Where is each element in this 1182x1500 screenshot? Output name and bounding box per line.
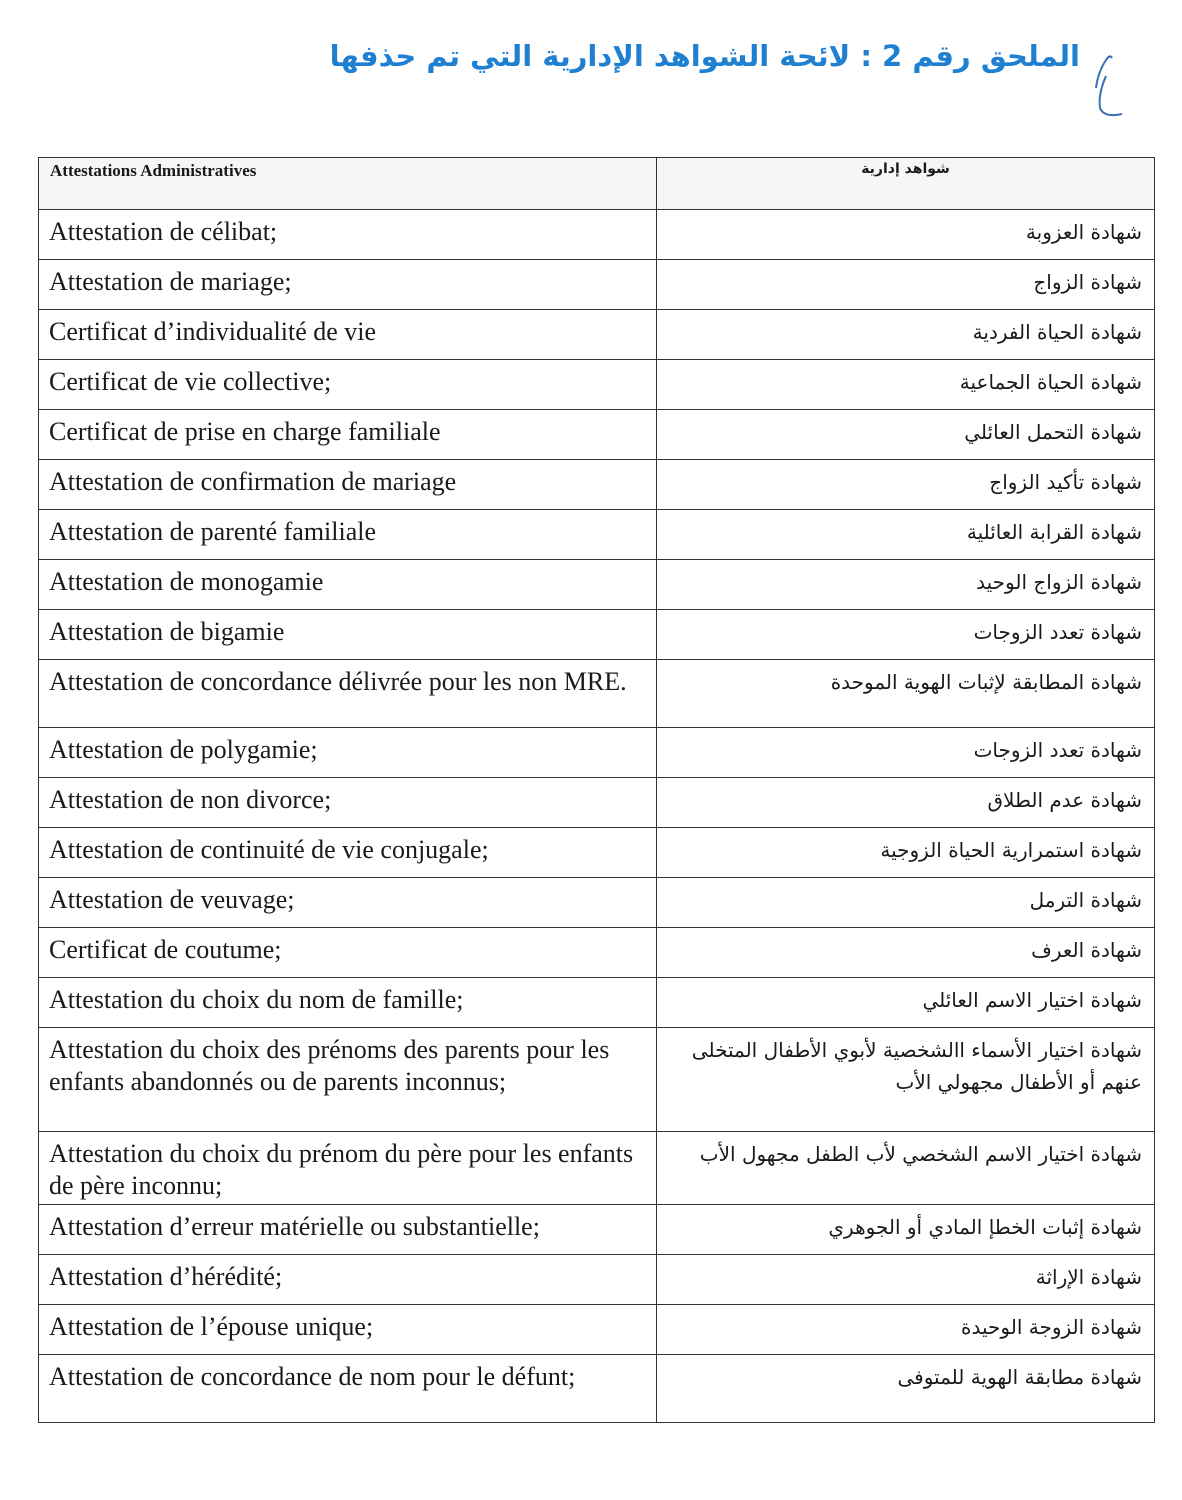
arabic-cell: شهادة الزواج الوحيد xyxy=(657,560,1155,610)
table-header-row xyxy=(39,158,1155,210)
arabic-cell: شهادة التحمل العائلي xyxy=(657,410,1155,460)
table-row xyxy=(39,610,1155,660)
table-row xyxy=(39,1205,1155,1255)
arabic-cell: شهادة تأكيد الزواج xyxy=(657,460,1155,510)
arabic-cell: شهادة استمرارية الحياة الزوجية xyxy=(657,828,1155,878)
table-row xyxy=(39,360,1155,410)
french-cell: Attestation de l’épouse unique; xyxy=(39,1305,657,1355)
table-row xyxy=(39,310,1155,360)
arabic-cell: شهادة اختيار الاسم الشخصي لأب الطفل مجهول الأب xyxy=(657,1132,1155,1205)
table-row xyxy=(39,1132,1155,1205)
french-cell: Certificat d’individualité de vie xyxy=(39,310,657,360)
table-row xyxy=(39,210,1155,260)
french-cell: Attestation du choix du prénom du père pour les enfants de père inconnu; xyxy=(39,1132,657,1205)
table-row xyxy=(39,728,1155,778)
table-row xyxy=(39,410,1155,460)
arabic-cell: شهادة اختيار الأسماء االشخصية لأبوي الأطفال المتخلى عنهم أو الأطفال مجهولي الأب xyxy=(657,1028,1155,1132)
french-cell: Attestation de bigamie xyxy=(39,610,657,660)
french-cell: Attestation du choix du nom de famille; xyxy=(39,978,657,1028)
arabic-cell: شهادة الإراثة xyxy=(657,1255,1155,1305)
arabic-cell: شهادة العرف xyxy=(657,928,1155,978)
french-cell: Attestation de parenté familiale xyxy=(39,510,657,560)
french-cell: Attestation de concordance délivrée pour les non MRE. xyxy=(39,660,657,728)
french-cell: Certificat de vie collective; xyxy=(39,360,657,410)
french-cell: Attestation de continuité de vie conjugale; xyxy=(39,828,657,878)
column-header-arabic: شواهد إدارية xyxy=(657,158,1155,210)
attestations-table xyxy=(38,157,1155,1423)
arabic-cell: شهادة مطابقة الهوية للمتوفى xyxy=(657,1355,1155,1423)
arabic-cell: شهادة عدم الطلاق xyxy=(657,778,1155,828)
arabic-cell: شهادة إثبات الخطإ المادي أو الجوهري xyxy=(657,1205,1155,1255)
page-title: الملحق رقم 2 : لائحة الشواهد الإدارية التي تم حذفها xyxy=(329,39,1080,73)
table-row xyxy=(39,510,1155,560)
table-row xyxy=(39,778,1155,828)
arabic-cell: شهادة الحياة الفردية xyxy=(657,310,1155,360)
french-cell: Attestation de non divorce; xyxy=(39,778,657,828)
table-row xyxy=(39,878,1155,928)
french-cell: Attestation d’erreur matérielle ou substantielle; xyxy=(39,1205,657,1255)
arabic-cell: شهادة القرابة العائلية xyxy=(657,510,1155,560)
arabic-cell: شهادة المطابقة لإثبات الهوية الموحدة xyxy=(657,660,1155,728)
french-cell: Attestation de veuvage; xyxy=(39,878,657,928)
french-cell: Attestation du choix des prénoms des parents pour les enfants abandonnés ou de parents inconnus; xyxy=(39,1028,657,1132)
arabic-cell: شهادة الزوجة الوحيدة xyxy=(657,1305,1155,1355)
arabic-cell: شهادة تعدد الزوجات xyxy=(657,728,1155,778)
table-row xyxy=(39,978,1155,1028)
french-cell: Attestation de monogamie xyxy=(39,560,657,610)
handwritten-pen-mark xyxy=(1092,48,1132,124)
table-row xyxy=(39,560,1155,610)
table-row xyxy=(39,260,1155,310)
french-cell: Attestation d’hérédité; xyxy=(39,1255,657,1305)
arabic-cell: شهادة الترمل xyxy=(657,878,1155,928)
table-row xyxy=(39,1305,1155,1355)
french-cell: Attestation de célibat; xyxy=(39,210,657,260)
arabic-cell: شهادة تعدد الزوجات xyxy=(657,610,1155,660)
table-row xyxy=(39,1028,1155,1132)
french-cell: Certificat de prise en charge familiale xyxy=(39,410,657,460)
french-cell: Attestation de concordance de nom pour le défunt; xyxy=(39,1355,657,1423)
arabic-cell: شهادة الزواج xyxy=(657,260,1155,310)
arabic-cell: شهادة اختيار الاسم العائلي xyxy=(657,978,1155,1028)
french-cell: Attestation de mariage; xyxy=(39,260,657,310)
arabic-cell: شهادة العزوبة xyxy=(657,210,1155,260)
table-row xyxy=(39,660,1155,728)
french-cell: Attestation de polygamie; xyxy=(39,728,657,778)
arabic-cell: شهادة الحياة الجماعية xyxy=(657,360,1155,410)
french-cell: Attestation de confirmation de mariage xyxy=(39,460,657,510)
table-row xyxy=(39,460,1155,510)
table-row xyxy=(39,1355,1155,1423)
table-row xyxy=(39,828,1155,878)
table-row xyxy=(39,1255,1155,1305)
column-header-french: Attestations Administratives xyxy=(39,158,657,210)
table-row xyxy=(39,928,1155,978)
french-cell: Certificat de coutume; xyxy=(39,928,657,978)
